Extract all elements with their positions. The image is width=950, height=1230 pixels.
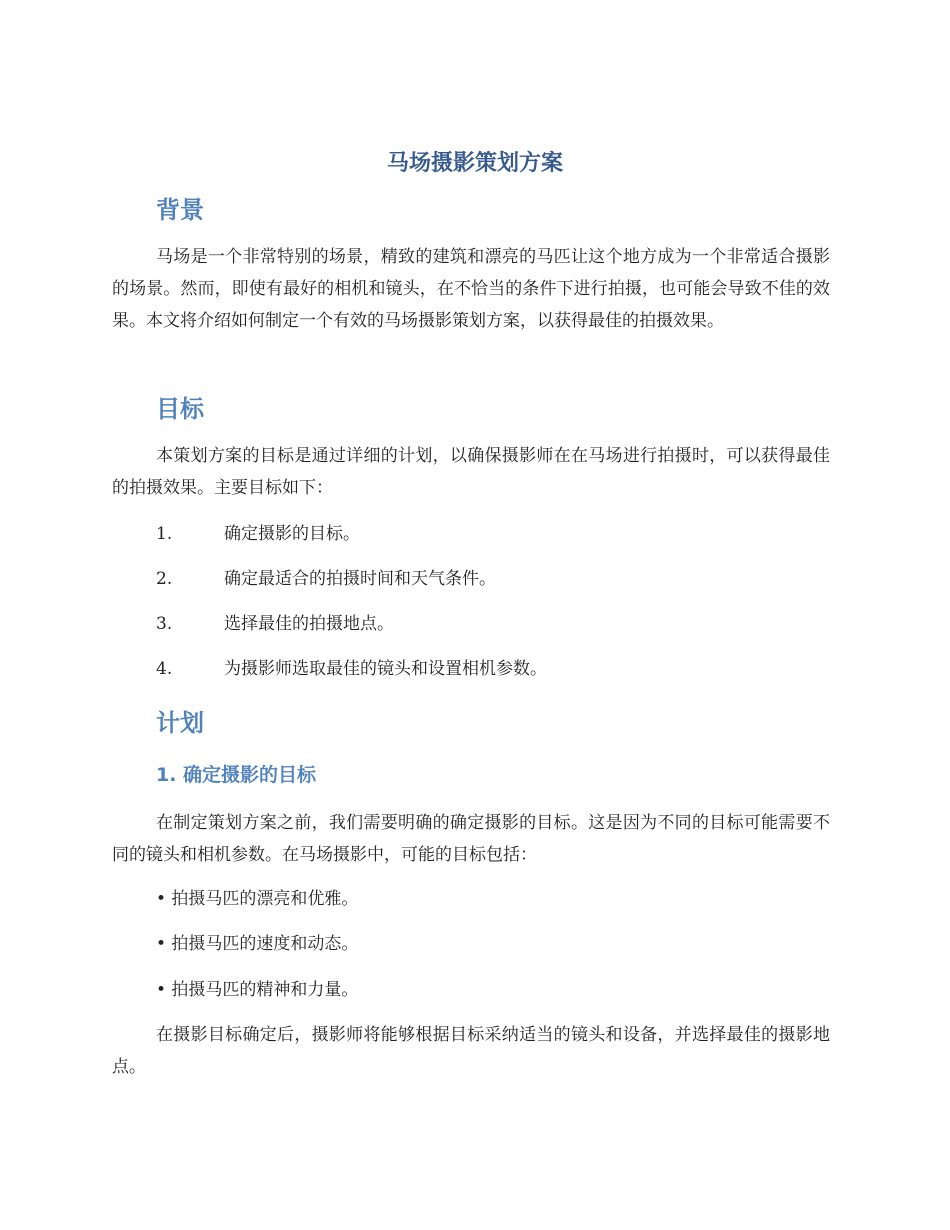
bullet-item: • 拍摄马匹的漂亮和优雅。 <box>156 889 359 909</box>
list-item-text: 确定摄影的目标。 <box>224 524 360 544</box>
paragraph-conclusion: 在摄影目标确定后，摄影师将能够根据目标采纳适当的镜头和设备，并选择最佳的摄影地点。 <box>112 1025 830 1077</box>
document-title: 马场摄影策划方案 <box>386 151 563 176</box>
heading-goals: 目标 <box>156 395 204 423</box>
list-item-number: 4. <box>156 659 173 679</box>
list-item-text: 为摄影师选取最佳的镜头和设置相机参数。 <box>224 659 547 679</box>
list-item-number: 2. <box>156 569 173 589</box>
heading-background: 背景 <box>156 196 204 224</box>
list-item-number: 1. <box>156 524 173 544</box>
paragraph-determine-goal: 在制定策划方案之前，我们需要明确的确定摄影的目标。这是因为不同的目标可能需要不同的镜头和相机参数。在马场摄影中，可能的目标包括： <box>112 813 830 865</box>
paragraph-background: 马场是一个非常特别的场景，精致的建筑和漂亮的马匹让这个地方成为一个非常适合摄影的场景。然而，即使有最好的相机和镜头，在不恰当的条件下进行拍摄，也可能会导致不佳的效果。本文将介绍如何制定一个有效的马场摄影策划方案，以获得最佳的拍摄效果。 <box>112 247 830 331</box>
list-item <box>156 657 547 681</box>
list-item-text: 确定最适合的拍摄时间和天气条件。 <box>224 569 496 589</box>
list-item-number: 3. <box>156 614 173 634</box>
list-item-text: 选择最佳的拍摄地点。 <box>224 614 394 634</box>
list-item <box>156 612 394 636</box>
bullet-item: • 拍摄马匹的精神和力量。 <box>156 980 359 1000</box>
list-item <box>156 567 496 591</box>
bullet-item: • 拍摄马匹的速度和动态。 <box>156 934 359 954</box>
paragraph-goals: 本策划方案的目标是通过详细的计划，以确保摄影师在在马场进行拍摄时，可以获得最佳的拍摄效果。主要目标如下： <box>112 446 830 498</box>
list-item <box>156 522 360 546</box>
subheading-determine-goal: 1. 确定摄影的目标 <box>156 764 317 786</box>
heading-plan: 计划 <box>156 709 204 737</box>
